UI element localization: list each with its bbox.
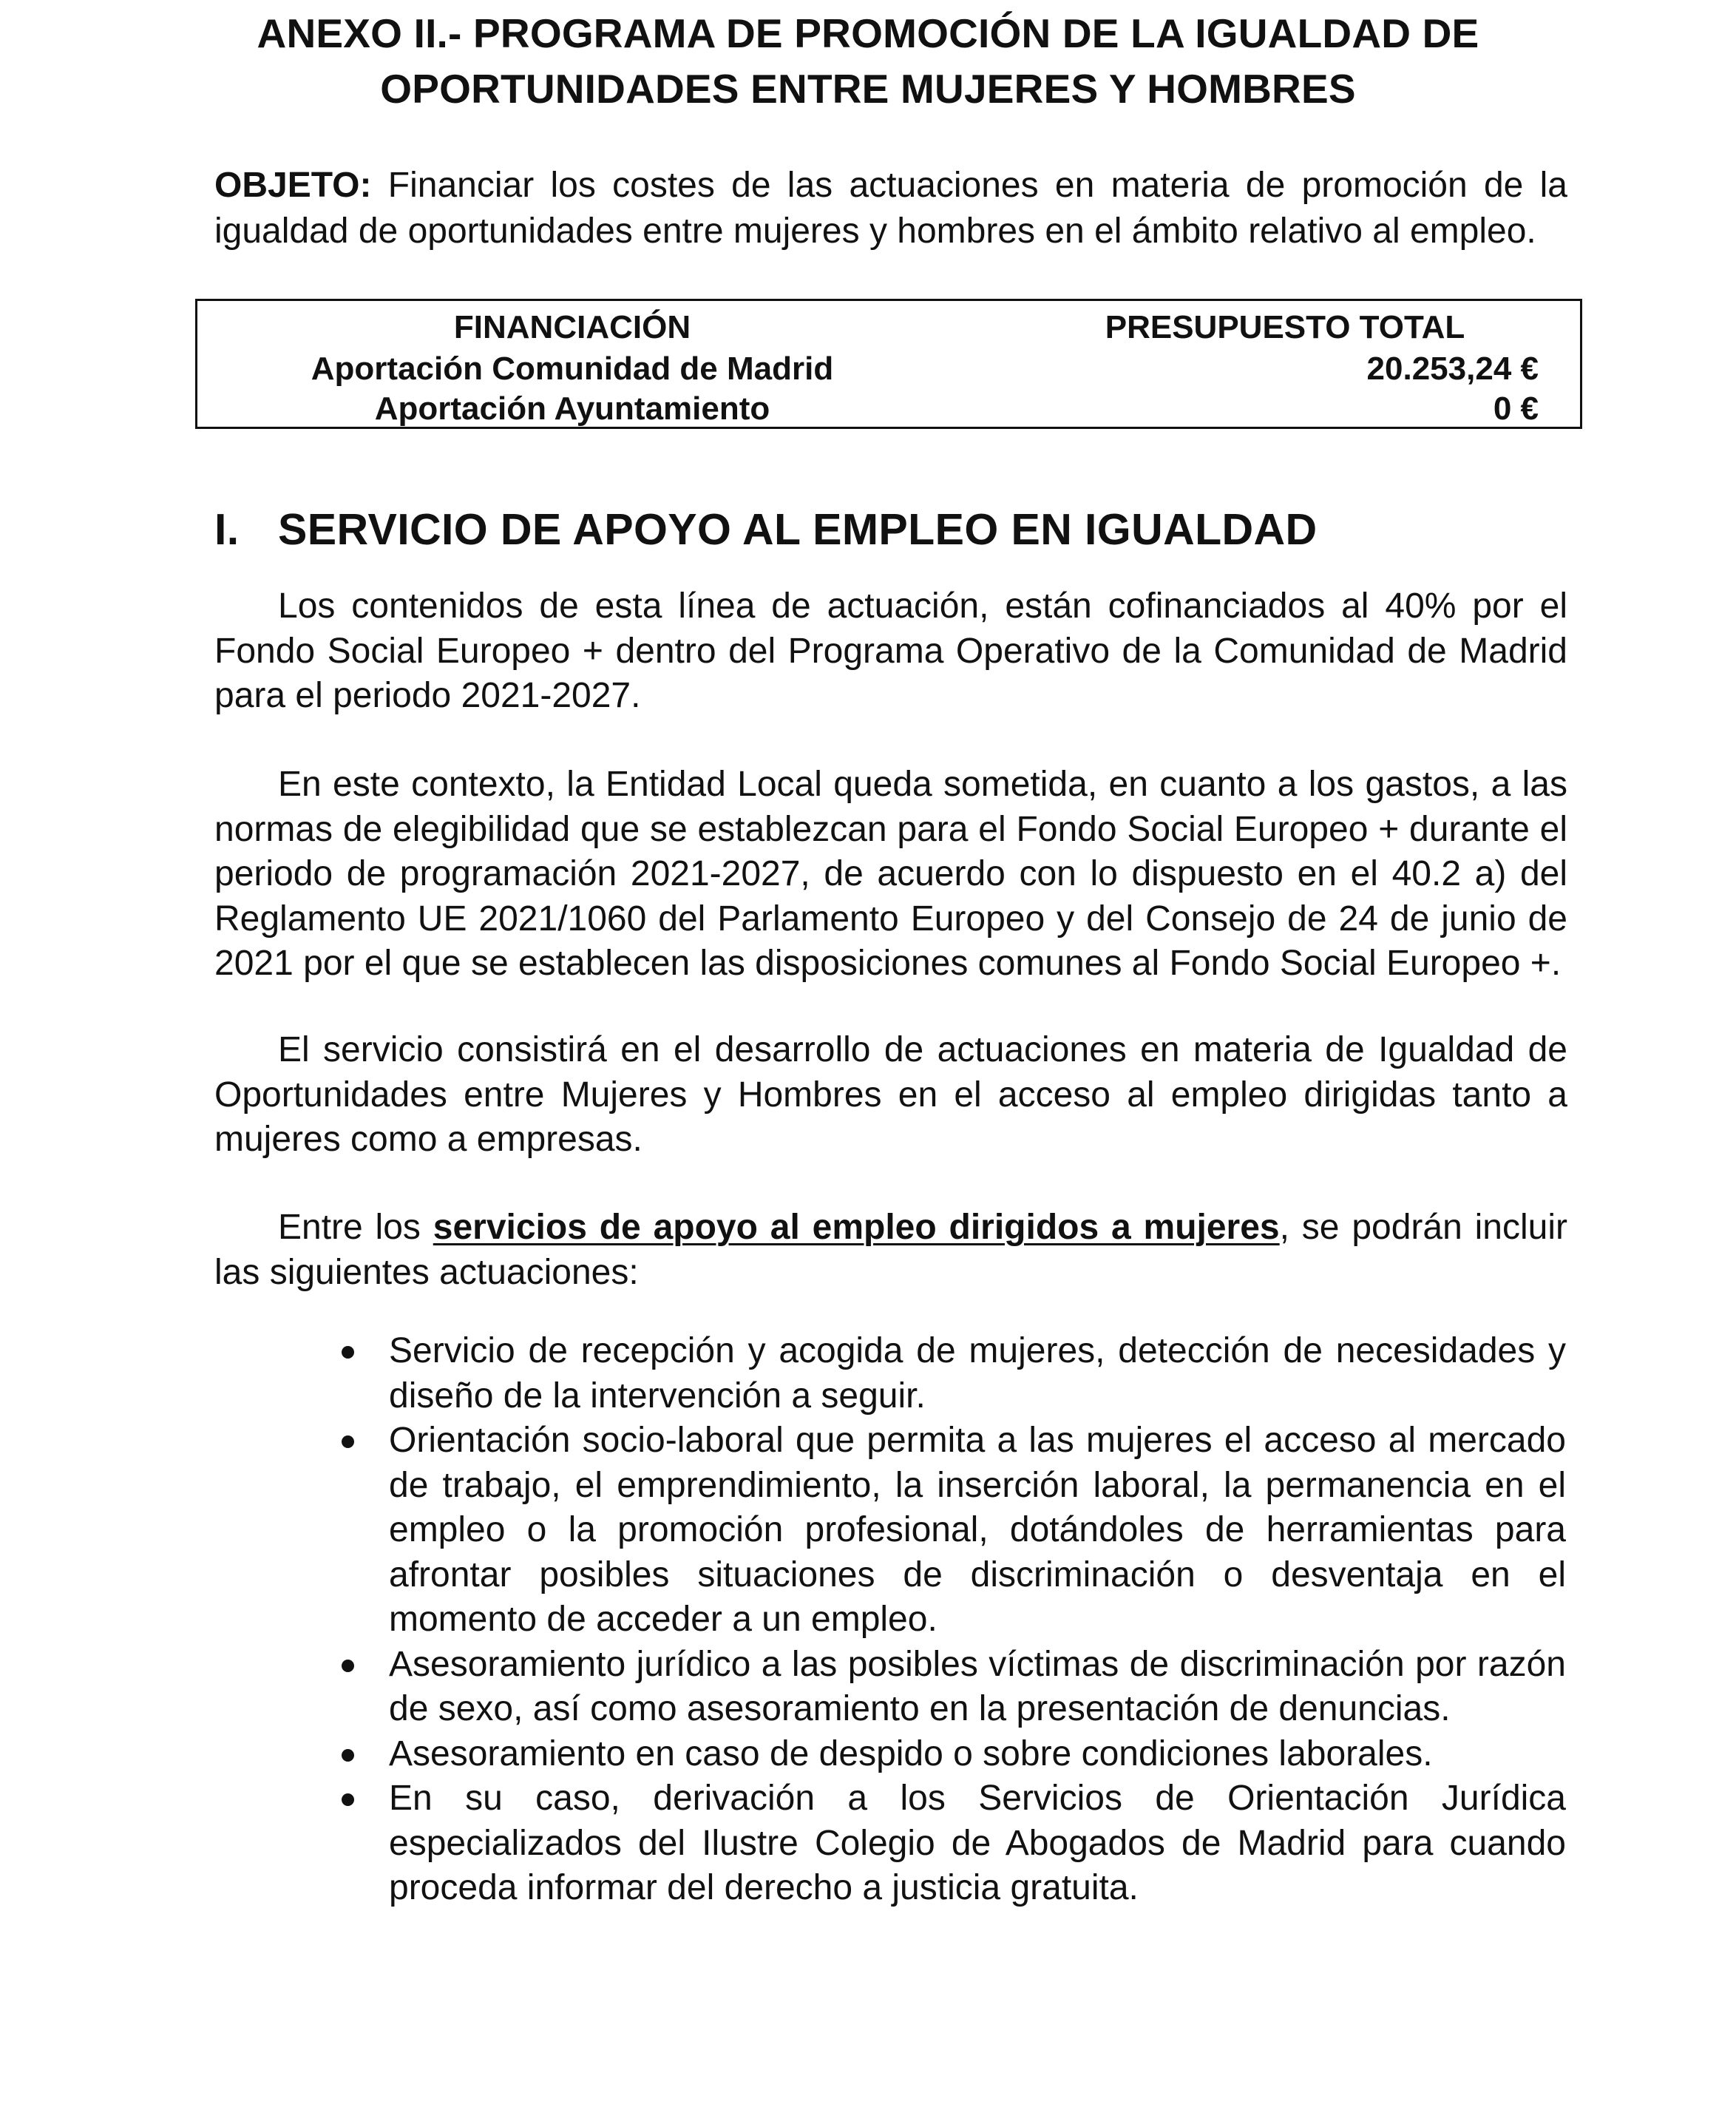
objeto-text: Financiar los costes de las actuaciones en materia de promoción de la igualdad de oportunidades entre mujeres y hombres en el ámbito relativo al empleo. xyxy=(214,166,1568,251)
financing-row-label: Aportación Ayuntamiento xyxy=(374,390,770,427)
financing-row xyxy=(197,388,1580,430)
services-intro-after: , se podrán incluir las siguientes actuaciones: xyxy=(214,1208,1567,1292)
financing-row-amount: 0 € xyxy=(1493,390,1539,427)
financing-table-header xyxy=(197,307,1580,348)
bullet-dot-icon xyxy=(342,1793,354,1806)
services-intro-before: Entre los xyxy=(278,1208,433,1247)
bullet-dot-icon xyxy=(342,1435,354,1448)
financing-row xyxy=(197,348,1580,390)
list-item xyxy=(331,1643,1566,1732)
bullet-dot-icon xyxy=(342,1660,354,1672)
list-item xyxy=(331,1418,1566,1643)
list-item-text: Orientación socio-laboral que permita a las mujeres el acceso al mercado de trabajo, el emprendimiento, la inserción laboral, la permanencia en el empleo o la promoción profesional, dotándoles de herramientas para afrontar posibles situaciones de discriminación o desventaja en el momento de acceder a un empleo. xyxy=(389,1421,1566,1639)
financing-header-budget: PRESUPUESTO TOTAL xyxy=(1105,309,1465,345)
bullet-dot-icon xyxy=(342,1346,354,1359)
section-number: I. xyxy=(214,505,240,554)
list-item xyxy=(331,1776,1566,1911)
list-item-text: Asesoramiento en caso de despido o sobre condiciones laborales. xyxy=(389,1734,1433,1773)
financing-row-amount: 20.253,24 € xyxy=(1366,351,1539,387)
paragraph-service: El servicio consistirá en el desarrollo de actuaciones en materia de Igualdad de Oportunidades entre Mujeres y Hombres en el acceso al empleo dirigidas tanto a mujeres como a empresas. xyxy=(214,1030,1567,1159)
services-bullet-list xyxy=(331,1329,1566,1911)
list-item-text: Asesoramiento jurídico a las posibles víctimas de discriminación por razón de sexo, así como asesoramiento en la presentación de denuncias. xyxy=(389,1644,1566,1728)
list-item xyxy=(331,1732,1566,1777)
section-heading xyxy=(214,500,1567,559)
paragraph-eligibility: En este contexto, la Entidad Local queda sometida, en cuanto a los gastos, a las normas de elegibilidad que se establezcan para el Fondo Social Europeo + durante el periodo de programación 2021-2027, de acuerdo con lo dispuesto en el 40.2 a) del Reglamento UE 2021/1060 del Parlamento Europeo y del Consejo de 24 de junio de 2021 por el que se establecen las disposiciones comunes al Fondo Social Europeo +. xyxy=(214,765,1567,983)
paragraph-cofinancing: Los contenidos de esta línea de actuación, están cofinanciados al 40% por el Fondo Social Europeo + dentro del Programa Operativo de la Comunidad de Madrid para el periodo 2021-2027. xyxy=(214,586,1567,715)
objeto-paragraph xyxy=(214,163,1567,254)
financing-header-label: FINANCIACIÓN xyxy=(453,309,691,345)
section-title: SERVICIO DE APOYO AL EMPLEO EN IGUALDAD xyxy=(278,505,1318,554)
bullet-dot-icon xyxy=(342,1749,354,1762)
document-title-line2: OPORTUNIDADES ENTRE MUJERES Y HOMBRES xyxy=(380,66,1356,112)
document-title-line1: ANEXO II.- PROGRAMA DE PROMOCIÓN DE LA IGUALDAD DE xyxy=(257,10,1479,56)
financing-table xyxy=(195,299,1582,429)
list-item xyxy=(331,1329,1566,1418)
list-item-text: Servicio de recepción y acogida de mujeres, detección de necesidades y diseño de la intervención a seguir. xyxy=(389,1331,1566,1416)
services-intro-emphasis: servicios de apoyo al empleo dirigidos a mujeres xyxy=(433,1208,1280,1247)
list-item-text: En su caso, derivación a los Servicios de Orientación Jurídica especializados del Ilustre Colegio de Abogados de Madrid para cuando proceda informar del derecho a justicia gratuita. xyxy=(389,1779,1566,1907)
objeto-label: OBJETO: xyxy=(214,166,372,205)
paragraph-services-intro xyxy=(214,1205,1567,1295)
financing-row-label: Aportación Comunidad de Madrid xyxy=(311,351,834,387)
